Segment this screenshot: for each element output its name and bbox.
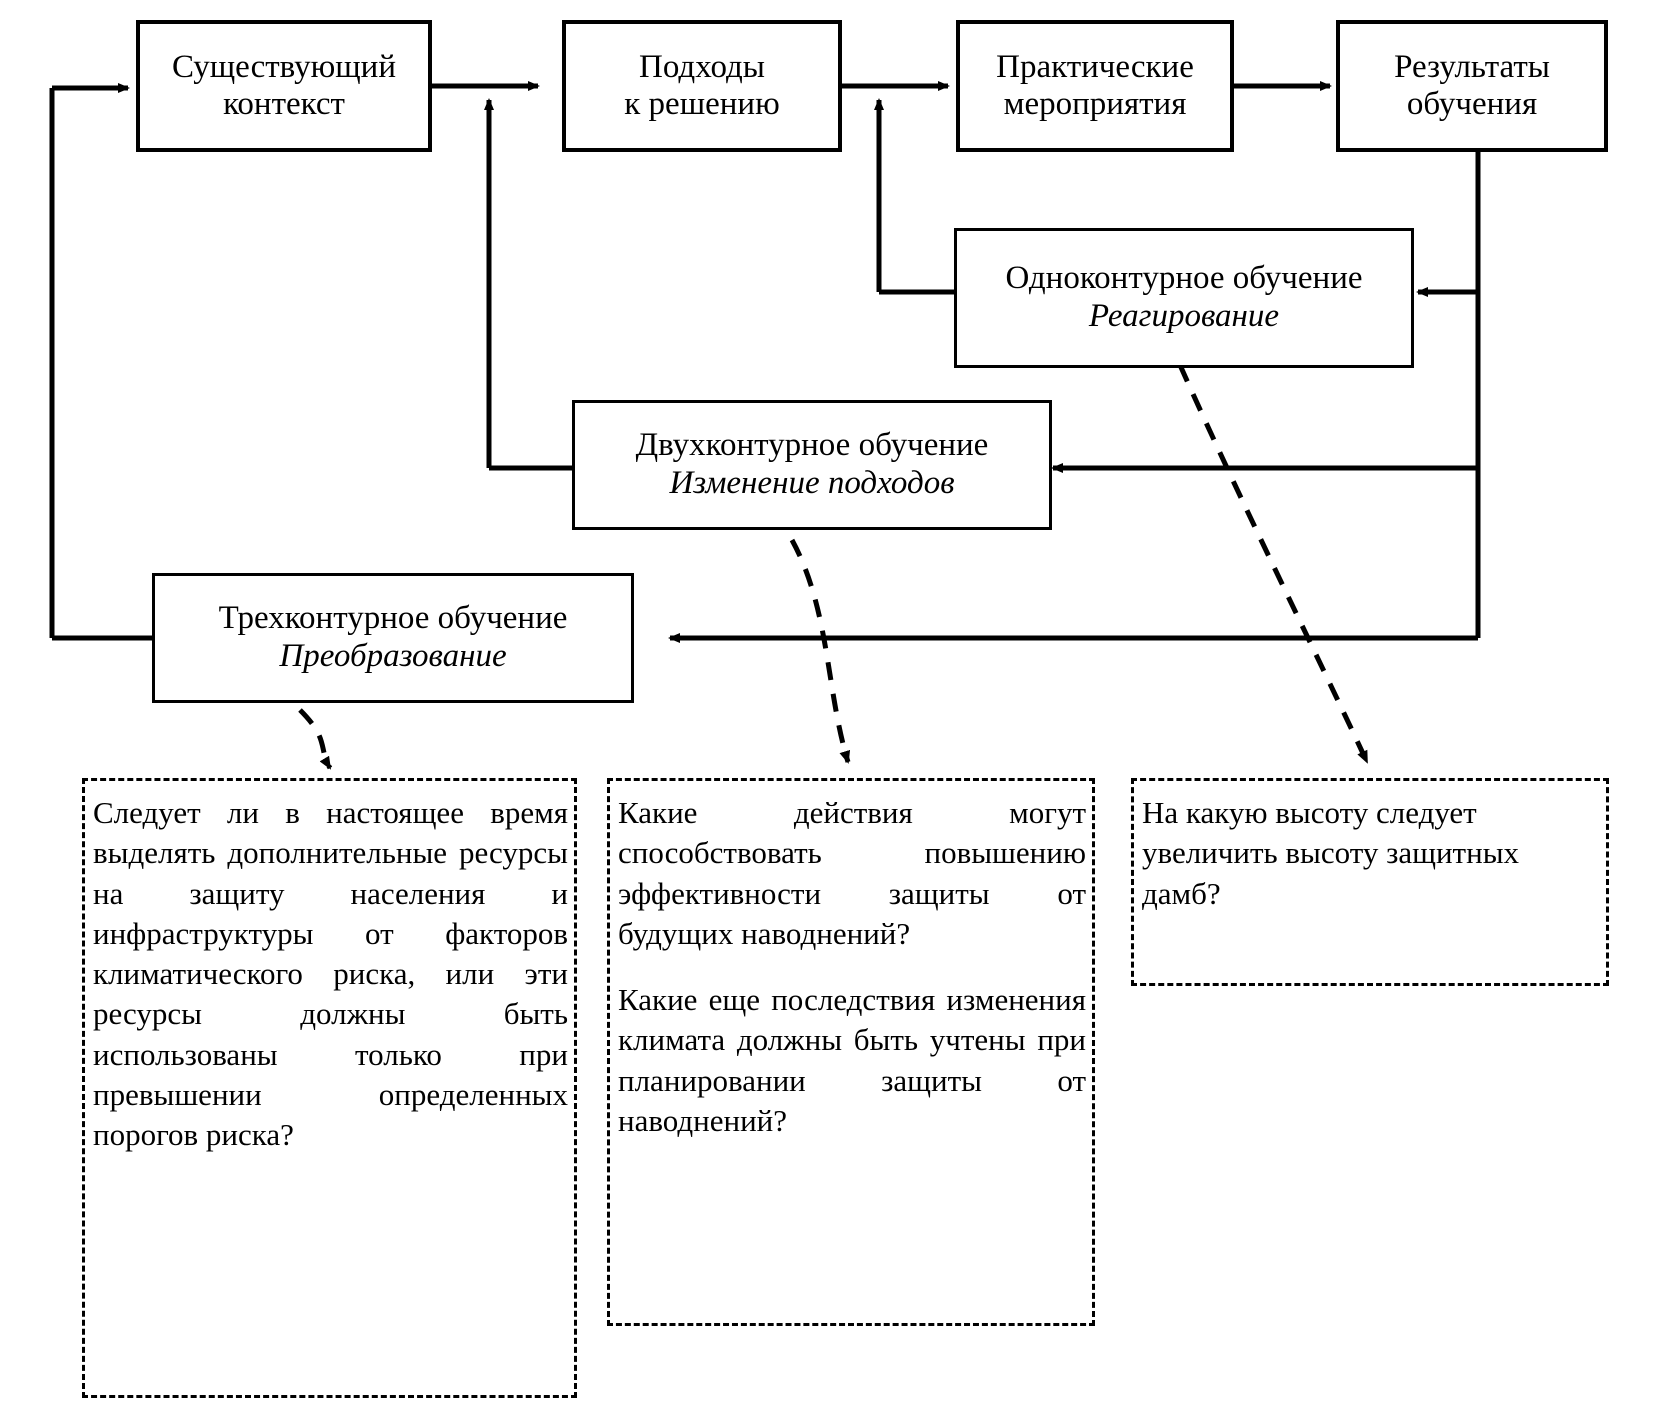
node-existing-context[interactable]: [136, 20, 432, 152]
node-existing-context-line1: Существующий: [172, 49, 396, 86]
loop-single-subtitle: Реагирование: [1088, 298, 1280, 334]
loop-single[interactable]: [954, 228, 1414, 368]
node-learning-results[interactable]: [1336, 20, 1608, 152]
dashed-connector-double: [792, 540, 848, 762]
question-double-paragraph-2: Какие еще последствия изменения климата должны быть учтены при планировании защиты от наводнений?: [618, 982, 1086, 1139]
node-existing-context-line2: контекст: [223, 86, 345, 122]
loop-double[interactable]: [572, 400, 1052, 530]
loop-double-title: Двухконтурное обучение: [635, 427, 989, 464]
dashed-connector-single: [1180, 365, 1367, 762]
question-single-paragraph-1: На какую высоту следует увеличить высоту защитных дамб?: [1142, 795, 1520, 911]
loop-double-subtitle: Изменение подходов: [669, 465, 955, 501]
loop-triple-title: Трехконтурное обучение: [218, 600, 568, 637]
node-approaches-line1: Подходы: [639, 49, 765, 86]
loop-triple-subtitle: Преобразование: [279, 638, 507, 674]
node-learning-results-line2: обучения: [1406, 86, 1538, 122]
node-practical-measures-line1: Практические: [996, 49, 1194, 86]
node-learning-results-line1: Результаты: [1394, 49, 1550, 86]
question-box-double: [607, 778, 1095, 1326]
node-approaches[interactable]: [562, 20, 842, 152]
loop-single-title: Одноконтурное обучение: [1005, 260, 1363, 297]
node-practical-measures-line2: мероприятия: [1003, 86, 1187, 122]
dashed-connector-triple: [300, 710, 330, 768]
node-practical-measures[interactable]: [956, 20, 1234, 152]
question-box-single: [1131, 778, 1609, 986]
question-double-paragraph-1: Какие действия могут способствовать повышению эффективности защиты от будущих наводнений?: [618, 795, 1086, 951]
node-approaches-line2: к решению: [624, 86, 780, 122]
question-box-triple: [82, 778, 577, 1398]
loop-triple[interactable]: [152, 573, 634, 703]
question-triple-paragraph-1: Следует ли в настоящее время выделять дополнительные ресурсы на защиту населения и инфраструктуры от факторов климатического риска, или эти ресурсы должны быть использованы только при превышении определенных порогов риска?: [93, 795, 568, 1153]
